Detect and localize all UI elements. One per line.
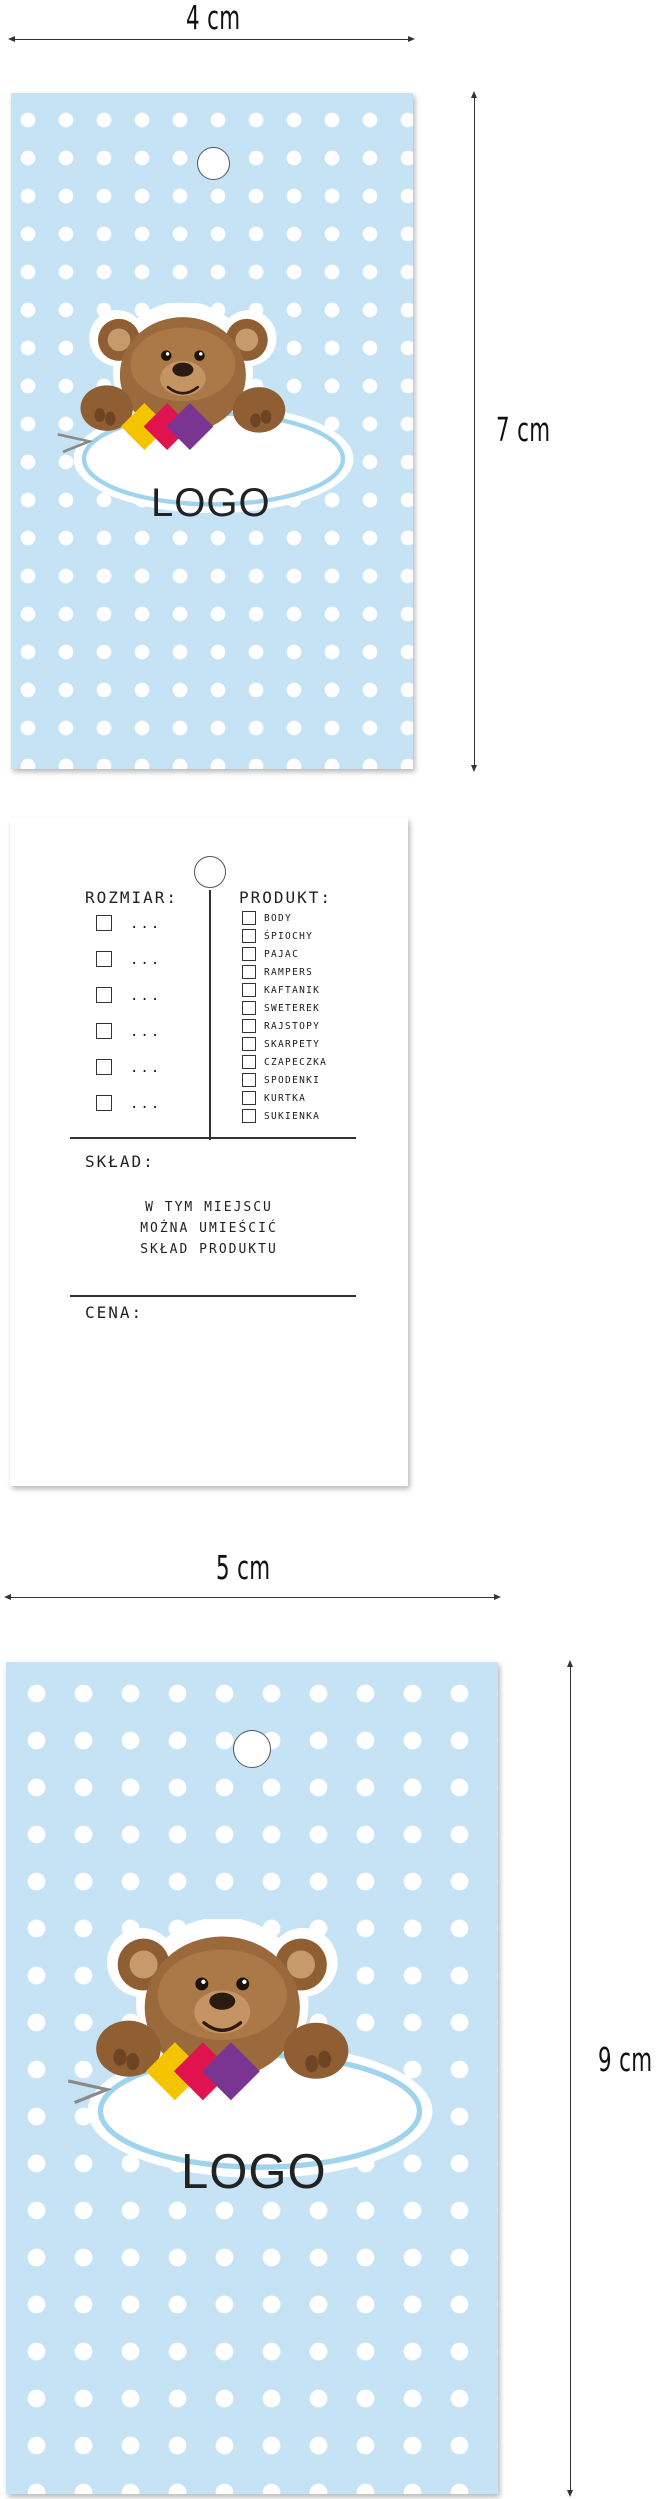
product-checkbox[interactable] [242,983,256,997]
size-checkbox[interactable] [96,915,112,931]
size-checkbox[interactable] [96,987,112,1003]
product-checkbox[interactable] [242,1073,256,1087]
product-checkbox[interactable] [242,965,256,979]
product-label: SWETEREK [264,1003,321,1014]
size-checkbox[interactable] [96,951,112,967]
product-checkbox[interactable] [242,1091,256,1105]
logo-text: LOGO [151,481,271,525]
product-label: PAJAC [264,949,300,960]
product-checkbox[interactable] [242,1019,256,1033]
product-title: PRODUKT: [239,888,333,907]
size-value: ... [130,1024,162,1040]
product-checkbox[interactable] [242,1001,256,1015]
hang-hole [233,1730,271,1768]
logo-text: LOGO [181,2145,327,2199]
composition-note-line: SKŁAD PRODUKTU [140,1242,278,1257]
width-label-small: 4 cm [186,0,241,37]
product-label: ŚPIOCHY [264,931,314,942]
product-checkbox[interactable] [242,1055,256,1069]
composition-note-line: W TYM MIEJSCU [145,1200,273,1215]
size-value: ... [130,952,162,968]
large-front-tag [6,1662,498,2494]
height-label-small: 7 cm [496,410,551,449]
divider-line [70,1295,356,1297]
product-label: RAJSTOPY [264,1021,321,1032]
product-label: RAMPERS [264,967,314,978]
width-label-large: 5 cm [216,1548,271,1587]
hang-hole [197,147,230,180]
back-tag [10,818,408,1486]
product-checkbox[interactable] [242,947,256,961]
price-title: CENA: [85,1303,144,1322]
size-value: ... [130,1060,162,1076]
composition-title: SKŁAD: [85,1152,155,1171]
product-label: SPODENKI [264,1075,321,1086]
small-front-tag [11,93,413,769]
product-label: SKARPETY [264,1039,321,1050]
height-label-large: 9 cm [598,2040,653,2079]
hang-hole [194,856,226,888]
size-value: ... [130,988,162,1004]
product-label: KAFTANIK [264,985,321,996]
size-value: ... [130,1096,162,1112]
product-checkbox[interactable] [242,911,256,925]
size-checkbox[interactable] [96,1059,112,1075]
size-title: ROZMIAR: [85,888,179,907]
size-checkbox[interactable] [96,1023,112,1039]
product-checkbox[interactable] [242,1037,256,1051]
product-checkbox[interactable] [242,1109,256,1123]
product-label: CZAPECZKA [264,1057,328,1068]
divider-line [70,1137,356,1139]
column-divider [209,890,211,1140]
product-label: KURTKA [264,1093,307,1104]
size-checkbox[interactable] [96,1095,112,1111]
composition-note-line: MOŻNA UMIEŚCIĆ [140,1221,278,1236]
product-checkbox[interactable] [242,929,256,943]
product-label: SUKIENKA [264,1111,321,1122]
product-label: BODY [264,913,293,924]
size-value: ... [130,916,162,932]
